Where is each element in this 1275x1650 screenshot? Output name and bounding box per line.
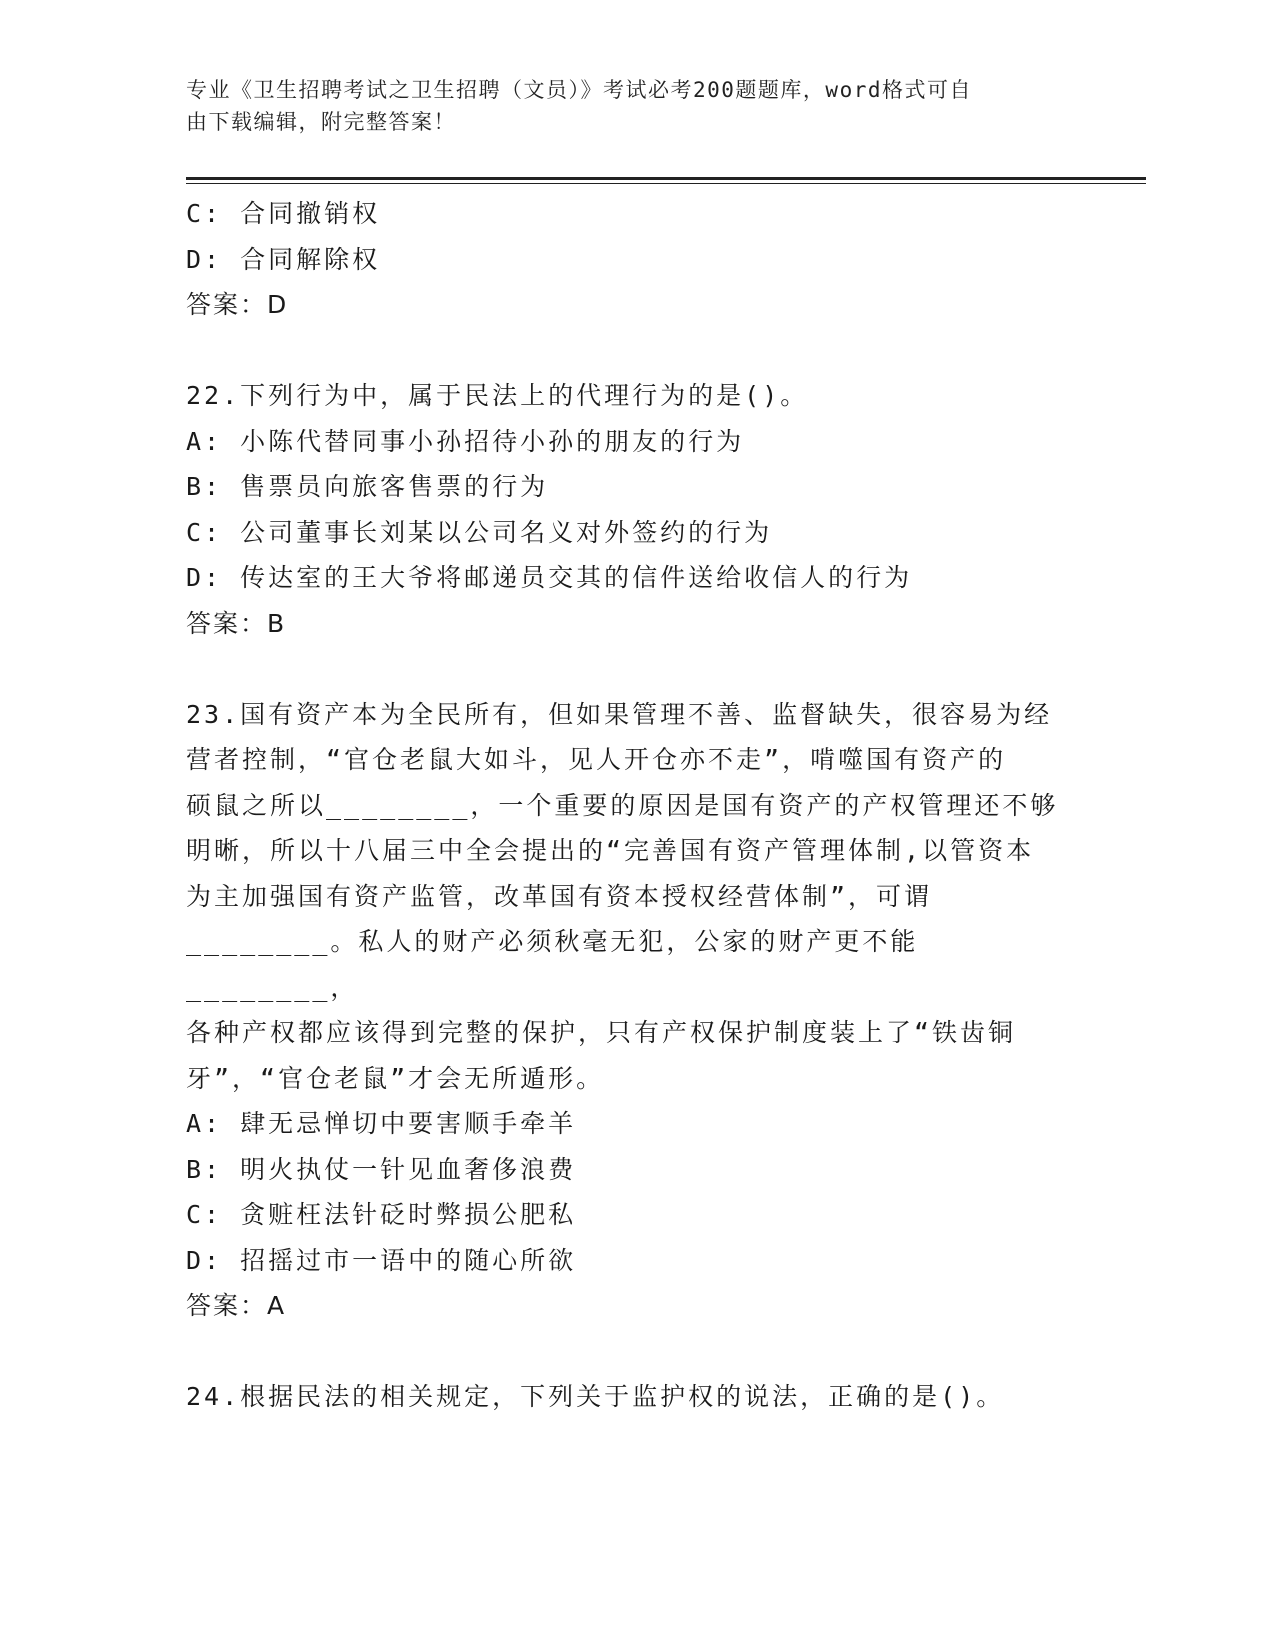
question-stem-line: 23.国有资产本为全民所有，但如果管理不善、监督缺失，很容易为经 xyxy=(186,699,1053,729)
option-c: C: 合同撤销权 xyxy=(186,199,381,228)
spacer xyxy=(186,1329,1086,1375)
header-title-line-2: 由下载编辑，附完整答案！ xyxy=(186,110,456,134)
header-title-line-1: 专业《卫生招聘考试之卫生招聘（文员）》考试必考200题题库，word格式可自 xyxy=(186,78,972,102)
option-d: D: 招摇过市一语中的随心所欲 xyxy=(186,1245,577,1275)
header-rule-thin xyxy=(186,183,1146,184)
option-b: B: 明火执仗一针见血奢侈浪费 xyxy=(186,1154,577,1184)
question-stem-line: 营者控制，“官仓老鼠大如斗，见人开仓亦不走”，啃噬国有资产的 xyxy=(186,745,1007,774)
question-stem-line: ________。私人的财产必须秋毫无犯，公家的财产更不能________， xyxy=(186,927,919,1002)
question-21-tail xyxy=(186,191,1086,328)
question-stem-line: 为主加强国有资产监管，改革国有资本授权经营体制”，可谓 xyxy=(186,881,933,911)
option-a: A: 肆无忌惮切中要害顺手牵羊 xyxy=(186,1109,577,1138)
option-c: C: 公司董事长刘某以公司名义对外签约的行为 xyxy=(186,517,773,547)
question-23 xyxy=(186,692,1086,1329)
question-24 xyxy=(186,1374,1086,1420)
option-b: B: 售票员向旅客售票的行为 xyxy=(186,472,549,501)
option-c: C: 贪赃枉法针砭时弊损公肥私 xyxy=(186,1200,577,1229)
option-d: D: 传达室的王大爷将邮递员交其的信件送给收信人的行为 xyxy=(186,563,913,592)
question-stem: 22.下列行为中，属于民法上的代理行为的是()。 xyxy=(186,381,809,410)
question-stem-line: 硕鼠之所以________，一个重要的原因是国有资产的产权管理还不够 xyxy=(186,790,1059,820)
spacer xyxy=(186,328,1086,374)
question-22 xyxy=(186,373,1086,646)
answer-label: 答案：D xyxy=(186,290,289,319)
question-stem: 24.根据民法的相关规定，下列关于监护权的说法，正确的是()。 xyxy=(186,1382,1005,1411)
question-content xyxy=(186,191,1086,1420)
question-stem-line: 牙”，“官仓老鼠”才会无所遁形。 xyxy=(186,1063,605,1093)
spacer xyxy=(186,646,1086,692)
answer-label: 答案：B xyxy=(186,608,287,638)
header-rule-thick xyxy=(186,177,1146,180)
question-stem-line: 各种产权都应该得到完整的保护，只有产权保护制度装上了“铁齿铜 xyxy=(186,1018,1017,1047)
question-stem-line: 明晰，所以十八届三中全会提出的“完善国有资产管理体制,以管资本 xyxy=(186,836,1035,865)
option-d: D: 合同解除权 xyxy=(186,244,381,274)
document-header xyxy=(186,74,1076,138)
answer-label: 答案：A xyxy=(186,1291,287,1320)
option-a: A: 小陈代替同事小孙招待小孙的朋友的行为 xyxy=(186,426,745,456)
